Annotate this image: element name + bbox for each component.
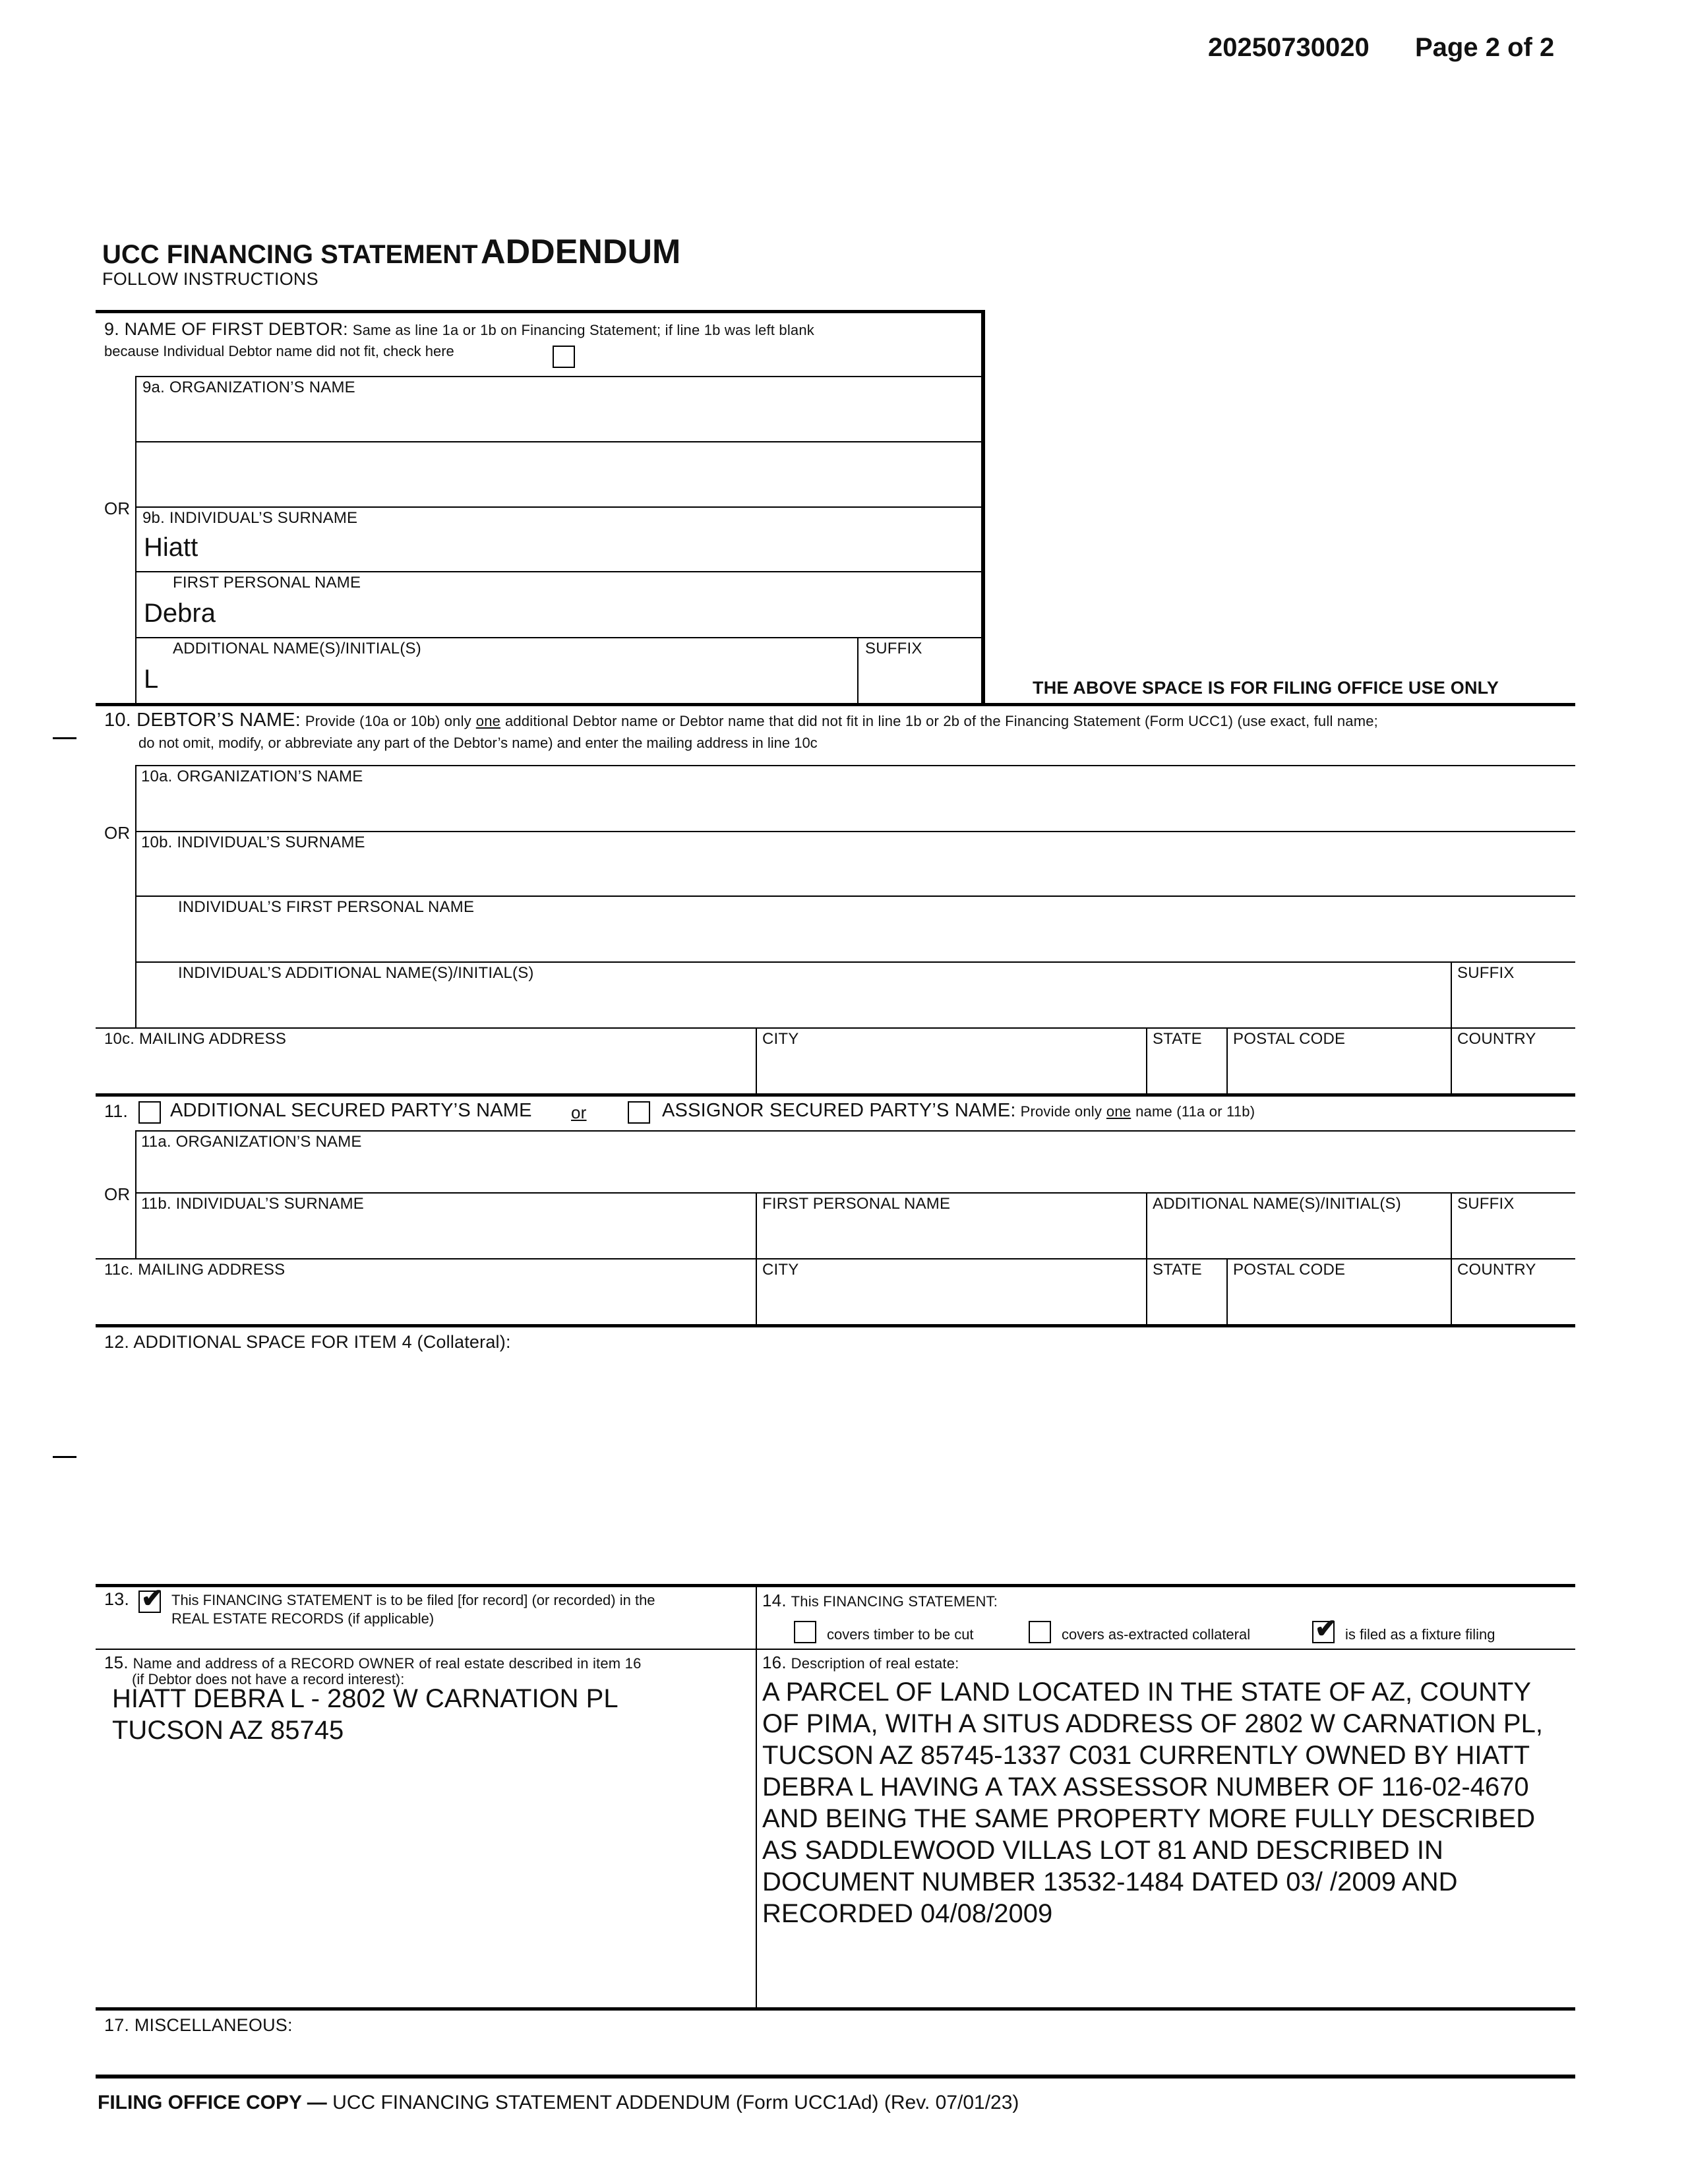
item9-first-label: FIRST PERSONAL NAME <box>173 574 361 592</box>
as-extracted-label: covers as-extracted collateral <box>1062 1626 1251 1643</box>
form-title <box>102 232 680 272</box>
real-estate-line-3: TUCSON AZ 85745-1337 C031 CURRENTLY OWNED BY HIATT <box>762 1741 1530 1770</box>
item10-or: OR <box>104 823 131 843</box>
real-estate-line-2: OF PIMA, WITH A SITUS ADDRESS OF 2802 W CARNATION PL, <box>762 1709 1543 1738</box>
as-extracted-checkbox[interactable] <box>1029 1621 1051 1643</box>
item12-label: 12. ADDITIONAL SPACE FOR ITEM 4 (Collateral): <box>104 1332 511 1352</box>
debtor-first-name: Debra <box>144 599 216 628</box>
item11-assignor-checkbox[interactable] <box>628 1101 650 1124</box>
check-mark-icon: ✔ <box>1315 1614 1337 1643</box>
fixture-filing-label: is filed as a fixture filing <box>1345 1626 1495 1643</box>
record-owner-line-1: HIATT DEBRA L - 2802 W CARNATION PL <box>112 1684 618 1713</box>
real-estate-line-6: AS SADDLEWOOD VILLAS LOT 81 AND DESCRIBED IN <box>762 1836 1443 1865</box>
page-indicator: Page 2 of 2 <box>1415 33 1555 62</box>
check-mark-icon: ✔ <box>141 1584 164 1613</box>
item11-additional-checkbox[interactable] <box>138 1101 161 1124</box>
form-title-main: ADDENDUM <box>481 233 681 271</box>
real-estate-line-7: DOCUMENT NUMBER 13532-1484 DATED 03/ /2009 AND <box>762 1867 1458 1896</box>
item11-number: 11. <box>104 1101 129 1121</box>
item15-heading: 15. Name and address of a RECORD OWNER of real estate described in item 16 <box>104 1653 642 1672</box>
item9b-label: 9b. INDIVIDUAL’S SURNAME <box>142 509 358 527</box>
item11-assignor-label: ASSIGNOR SECURED PARTY’S NAME: Provide only one name (11a or 11b) <box>662 1100 1255 1121</box>
filing-office-note: THE ABOVE SPACE IS FOR FILING OFFICE USE ONLY <box>1033 678 1499 698</box>
real-estate-line-1: A PARCEL OF LAND LOCATED IN THE STATE OF AZ, COUNTY <box>762 1678 1532 1707</box>
real-estate-line-8: RECORDED 04/08/2009 <box>762 1899 1053 1928</box>
item11-additional-label: ADDITIONAL SECURED PARTY’S NAME <box>170 1100 532 1121</box>
item17-label: 17. MISCELLANEOUS: <box>104 2015 293 2035</box>
item11-or-side: OR <box>104 1184 131 1204</box>
item15-sub: (if Debtor does not have a record interest): <box>132 1671 405 1687</box>
item14-heading: 14. This FINANCING STATEMENT: <box>762 1591 998 1610</box>
item10-heading: 10. DEBTOR’S NAME: Provide (10a or 10b) only one additional Debtor name or Debtor name that did not fit in line 1b or 2b of the Financing Statement (Form UCC1) (use exact, full name; <box>104 710 1378 731</box>
item13-checkbox[interactable] <box>138 1584 164 1613</box>
item11a-label: 11a. ORGANIZATION’S NAME <box>141 1133 362 1151</box>
item10-postal-label: POSTAL CODE <box>1233 1030 1346 1048</box>
real-estate-line-5: AND BEING THE SAME PROPERTY MORE FULLY DESCRIBED <box>762 1804 1536 1833</box>
item10-city-label: CITY <box>762 1030 799 1048</box>
form-title-prefix: UCC FINANCING STATEMENT <box>102 240 478 269</box>
item10-additional-label: INDIVIDUAL’S ADDITIONAL NAME(S)/INITIAL(S) <box>178 964 534 982</box>
item11-additional-label-2: ADDITIONAL NAME(S)/INITIAL(S) <box>1153 1195 1401 1213</box>
item11c-label: 11c. MAILING ADDRESS <box>104 1261 286 1279</box>
item13-text-2: REAL ESTATE RECORDS (if applicable) <box>171 1610 435 1627</box>
item9-suffix-label: SUFFIX <box>865 640 922 657</box>
item11-or: or <box>571 1103 587 1122</box>
record-owner-line-2: TUCSON AZ 85745 <box>112 1716 344 1745</box>
item10c-label: 10c. MAILING ADDRESS <box>104 1030 287 1048</box>
item16-heading: 16. Description of real estate: <box>762 1653 959 1672</box>
item10-country-label: COUNTRY <box>1457 1030 1536 1048</box>
item9-checkbox[interactable] <box>553 346 575 368</box>
item9-additional-label: ADDITIONAL NAME(S)/INITIAL(S) <box>173 640 421 657</box>
timber-label: covers timber to be cut <box>827 1626 974 1643</box>
item9-heading-2: because Individual Debtor name did not fit, check here <box>104 343 454 359</box>
item13-text: This FINANCING STATEMENT is to be filed [for record] (or recorded) in the <box>171 1592 655 1608</box>
debtor-initial: L <box>144 665 159 694</box>
item11-state-label: STATE <box>1153 1261 1202 1279</box>
item9-or: OR <box>104 499 131 518</box>
item11-first-label: FIRST PERSONAL NAME <box>762 1195 951 1213</box>
item10-suffix-label: SUFFIX <box>1457 964 1515 982</box>
item11-country-label: COUNTRY <box>1457 1261 1536 1279</box>
item11-postal-label: POSTAL CODE <box>1233 1261 1346 1279</box>
item13-number: 13. <box>104 1589 130 1609</box>
file-number: 20250730020 <box>1208 33 1370 62</box>
item10b-label: 10b. INDIVIDUAL’S SURNAME <box>141 834 365 851</box>
footer-text: UCC FINANCING STATEMENT ADDENDUM (Form UCC1Ad) (Rev. 07/01/23) <box>332 2092 1019 2113</box>
item10-state-label: STATE <box>1153 1030 1202 1048</box>
timber-checkbox[interactable] <box>794 1621 816 1643</box>
footer <box>98 2092 1019 2114</box>
item11b-label: 11b. INDIVIDUAL’S SURNAME <box>141 1195 364 1213</box>
item9a-label: 9a. ORGANIZATION’S NAME <box>142 379 355 396</box>
item10-first-label: INDIVIDUAL’S FIRST PERSONAL NAME <box>178 898 475 916</box>
real-estate-line-4: DEBRA L HAVING A TAX ASSESSOR NUMBER OF 116-02-4670 <box>762 1773 1529 1802</box>
debtor-surname: Hiatt <box>144 533 198 562</box>
follow-instructions: FOLLOW INSTRUCTIONS <box>102 269 318 289</box>
footer-bold: FILING OFFICE COPY — <box>98 2092 327 2113</box>
item9-heading: 9. NAME OF FIRST DEBTOR: Same as line 1a or 1b on Financing Statement; if line 1b was left blank <box>104 319 814 339</box>
item10a-label: 10a. ORGANIZATION’S NAME <box>141 768 363 785</box>
item11-city-label: CITY <box>762 1261 799 1279</box>
item10-heading-2: do not omit, modify, or abbreviate any part of the Debtor’s name) and enter the mailing address in line 10c <box>138 735 818 751</box>
fixture-filing-checkbox[interactable] <box>1312 1614 1337 1643</box>
item11-suffix-label: SUFFIX <box>1457 1195 1515 1213</box>
